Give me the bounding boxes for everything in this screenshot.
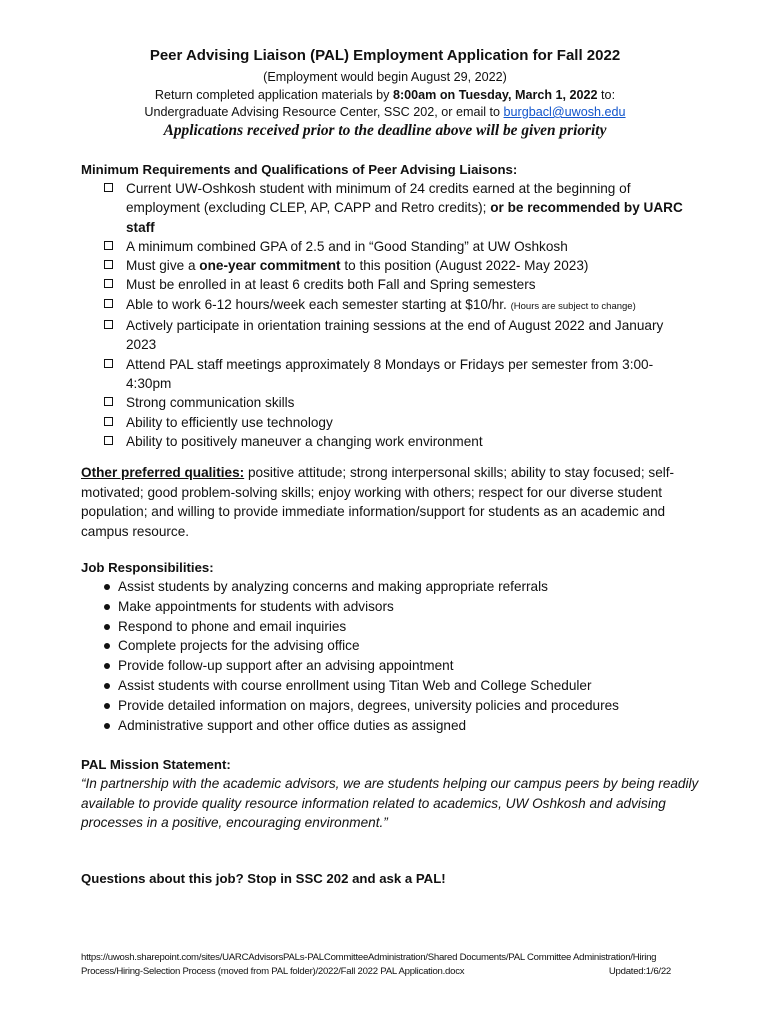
list-item: Assist students with course enrollment using Titan Web and College Scheduler	[104, 676, 694, 696]
bullet-icon	[104, 683, 110, 689]
footer-path-line1: https://uwosh.sharepoint.com/sites/UARCAdvisorsPALs-PALCommitteeAdministration/Shared Documents/PAL Committee Administration/Hiring	[81, 952, 657, 963]
list-item: Strong communication skills	[104, 393, 694, 412]
list-item: Assist students by analyzing concerns and making appropriate referrals	[104, 577, 694, 597]
list-item: Provide detailed information on majors, degrees, university policies and procedures	[104, 696, 694, 716]
updated-date: Updated:1/6/22	[608, 966, 671, 977]
checkbox-icon	[104, 279, 113, 288]
preferred-qualities-label: Other preferred qualities:	[81, 465, 245, 480]
bullet-icon	[104, 723, 110, 729]
bullet-icon	[104, 624, 110, 630]
employment-start-note: (Employment would begin August 29, 2022)	[263, 70, 507, 84]
office-location: Undergraduate Advising Resource Center, SSC 202, or email to burgbacl@uwosh.edu	[144, 105, 626, 119]
checkbox-icon	[104, 359, 113, 368]
checkbox-icon	[104, 299, 113, 308]
return-instructions: Return completed application materials by 8:00am on Tuesday, March 1, 2022 to:	[154, 88, 616, 102]
checkbox-icon	[104, 260, 113, 269]
list-item: Make appointments for students with advisors	[104, 597, 694, 617]
requirements-list	[104, 179, 694, 451]
bullet-icon	[104, 703, 110, 709]
responsibilities-heading: Job Responsibilities:	[81, 560, 214, 575]
questions-callout: Questions about this job? Stop in SSC 202 and ask a PAL!	[81, 871, 446, 886]
list-item: A minimum combined GPA of 2.5 and in “Good Standing” at UW Oshkosh	[104, 237, 694, 256]
bullet-icon	[104, 663, 110, 669]
checkbox-icon	[104, 183, 113, 192]
email-link[interactable]: burgbacl@uwosh.edu	[503, 105, 626, 119]
bullet-icon	[104, 643, 110, 649]
list-item: Ability to positively maneuver a changing work environment	[104, 432, 694, 451]
checkbox-icon	[104, 397, 113, 406]
deadline: 8:00am on Tuesday, March 1, 2022	[392, 88, 598, 102]
bullet-icon	[104, 584, 110, 590]
document-title: Peer Advising Liaison (PAL) Employment Application for Fall 2022	[149, 47, 621, 64]
checkbox-icon	[104, 417, 113, 426]
checkbox-icon	[104, 320, 113, 329]
checkbox-icon	[104, 436, 113, 445]
list-item: Ability to efficiently use technology	[104, 413, 694, 432]
bullet-icon	[104, 604, 110, 610]
mission-statement: “In partnership with the academic advisors, we are students helping our campus peers by being readily available to provide quality resource information related to academics, UW Oshkosh and advising processes in a positive, encouraging environment.”	[81, 776, 699, 830]
responsibilities-list	[104, 577, 694, 735]
list-item: Must give a one-year commitment to this position (August 2022- May 2023)	[104, 256, 694, 275]
list-item: Actively participate in orientation training sessions at the end of August 2022 and January 2023	[104, 316, 694, 355]
list-item: Complete projects for the advising office	[104, 636, 694, 656]
priority-note: Applications received prior to the deadline above will be given priority	[163, 122, 607, 139]
checkbox-icon	[104, 241, 113, 250]
list-item: Administrative support and other office duties as assigned	[104, 716, 694, 736]
requirements-heading: Minimum Requirements and Qualifications of Peer Advising Liaisons:	[81, 162, 518, 177]
list-item: Provide follow-up support after an advising appointment	[104, 656, 694, 676]
list-item: Must be enrolled in at least 6 credits both Fall and Spring semesters	[104, 275, 694, 294]
mission-heading: PAL Mission Statement:	[81, 757, 231, 772]
list-item: Able to work 6-12 hours/week each semester starting at $10/hr. (Hours are subject to change)	[104, 295, 694, 316]
footer-path-line2: Process/Hiring-Selection Process (moved from PAL folder)/2022/Fall 2022 PAL Application.docx Updated:1/6/22	[81, 966, 671, 977]
list-item: Attend PAL staff meetings approximately 8 Mondays or Fridays per semester from 3:00-4:30pm	[104, 355, 694, 394]
list-item: Current UW-Oshkosh student with minimum of 24 credits earned at the beginning of employment (excluding CLEP, AP, CAPP and Retro credits); or be recommended by UARC staff	[104, 179, 694, 237]
preferred-qualities: Other preferred qualities: positive attitude; strong interpersonal skills; ability to stay focused; self-motivated; good problem-solving skills; enjoy working with others; respect for our diverse student population; and willing to provide immediate information/support for students as an academic and campus resource.	[81, 465, 675, 539]
list-item: Respond to phone and email inquiries	[104, 617, 694, 637]
